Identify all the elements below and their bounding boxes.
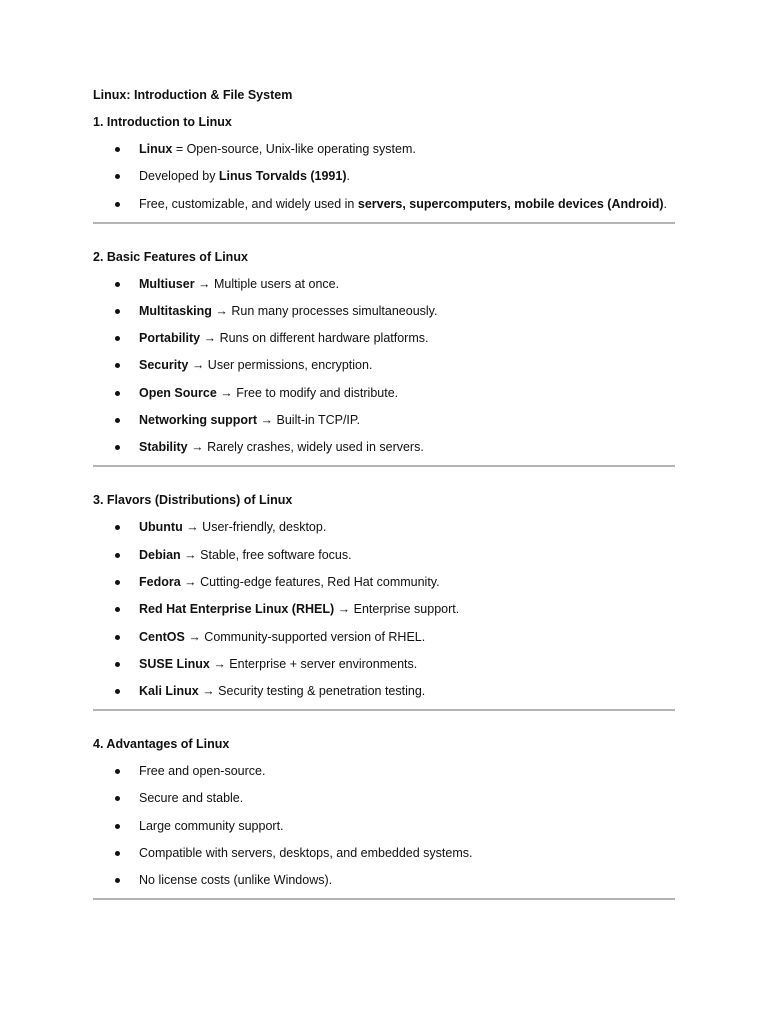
section-introduction: [93, 113, 675, 214]
section-divider: [93, 709, 675, 711]
item-text: → Stable, free software focus.: [180, 547, 352, 562]
section-advantages: [93, 735, 675, 890]
section-distributions: [93, 491, 675, 701]
item-text: → Security testing & penetration testing.: [198, 684, 426, 699]
item-text: Free and open-source.: [139, 764, 266, 779]
item-text: → Free to modify and distribute.: [216, 385, 399, 400]
item-bold: Linus Torvalds (1991): [218, 169, 347, 184]
item-text: → User-friendly, desktop.: [182, 520, 327, 535]
list-item: [93, 628, 675, 647]
item-text: → Multiple users at once.: [194, 276, 340, 291]
item-text: → User permissions, encryption.: [188, 358, 373, 373]
item-text: Large community support.: [139, 818, 284, 833]
list-item: [93, 384, 675, 403]
section-heading: 3. Flavors (Distributions) of Linux: [93, 493, 293, 508]
item-text: → Cutting-edge features, Red Hat community.: [180, 574, 440, 589]
list-item: [93, 411, 675, 430]
list-item: [93, 438, 675, 457]
section-heading: 1. Introduction to Linux: [93, 115, 232, 129]
list-item: [93, 817, 675, 836]
list-item: [93, 600, 675, 619]
document-content: [93, 86, 675, 924]
item-bold: Red Hat Enterprise Linux (RHEL): [139, 602, 335, 617]
item-text: → Built-in TCP/IP.: [257, 413, 361, 428]
bullet-list: [93, 275, 675, 458]
section-basic-features: [93, 248, 675, 458]
item-text: → Community-supported version of RHEL.: [184, 629, 426, 644]
list-item: [93, 682, 675, 701]
item-text: → Run many processes simultaneously.: [211, 303, 438, 318]
item-text: .: [663, 196, 668, 211]
list-item: [93, 844, 675, 863]
list-item: [93, 789, 675, 808]
item-bold: Linux: [139, 142, 173, 156]
item-bold: SUSE Linux: [139, 656, 210, 671]
item-prefix: Free, customizable, and widely used in: [139, 196, 358, 211]
section-divider: [93, 465, 675, 467]
item-text: → Enterprise + server environments.: [209, 656, 418, 671]
section-heading: 2. Basic Features of Linux: [93, 249, 248, 264]
item-bold: Ubuntu: [139, 520, 183, 535]
item-bold: servers, supercomputers, mobile devices (Android): [357, 196, 664, 211]
document-title: Linux: Introduction & File System: [93, 88, 293, 102]
item-text: No license costs (unlike Windows).: [139, 873, 333, 888]
item-text: Compatible with servers, desktops, and embedded systems.: [139, 846, 473, 861]
list-item: [93, 518, 675, 537]
bullet-list: [93, 762, 675, 890]
list-item: [93, 195, 675, 214]
list-item: [93, 329, 675, 348]
item-bold: Kali Linux: [139, 684, 199, 699]
bullet-list: [93, 518, 675, 701]
item-bold: Networking support: [139, 413, 258, 428]
item-text: → Enterprise support.: [334, 602, 460, 617]
list-item: [93, 762, 675, 781]
item-bold: CentOS: [139, 629, 185, 644]
list-item: [93, 871, 675, 890]
list-item: [93, 546, 675, 565]
item-bold: Multitasking: [139, 303, 212, 318]
item-bold: Security: [139, 358, 189, 373]
list-item: [93, 302, 675, 321]
item-text: .: [346, 169, 350, 184]
item-bold: Fedora: [139, 574, 181, 589]
item-text: = Open-source, Unix-like operating system.: [172, 142, 416, 156]
list-item: [93, 167, 675, 186]
item-prefix: Developed by: [139, 169, 219, 184]
item-bold: Debian: [139, 547, 181, 562]
list-item: [93, 356, 675, 375]
list-item: [93, 573, 675, 592]
section-heading: 4. Advantages of Linux: [93, 737, 230, 752]
list-item: [93, 655, 675, 674]
list-item: [93, 275, 675, 294]
item-text: → Rarely crashes, widely used in servers.: [187, 440, 424, 455]
bullet-list: [93, 140, 675, 214]
item-bold: Open Source: [139, 385, 217, 400]
list-item: [93, 140, 675, 159]
section-divider: [93, 222, 675, 224]
item-bold: Multiuser: [139, 276, 195, 291]
item-text: Secure and stable.: [139, 791, 244, 806]
item-text: → Runs on different hardware platforms.: [200, 331, 429, 346]
item-bold: Portability: [139, 331, 201, 346]
item-bold: Stability: [139, 440, 188, 455]
section-divider: [93, 898, 675, 900]
